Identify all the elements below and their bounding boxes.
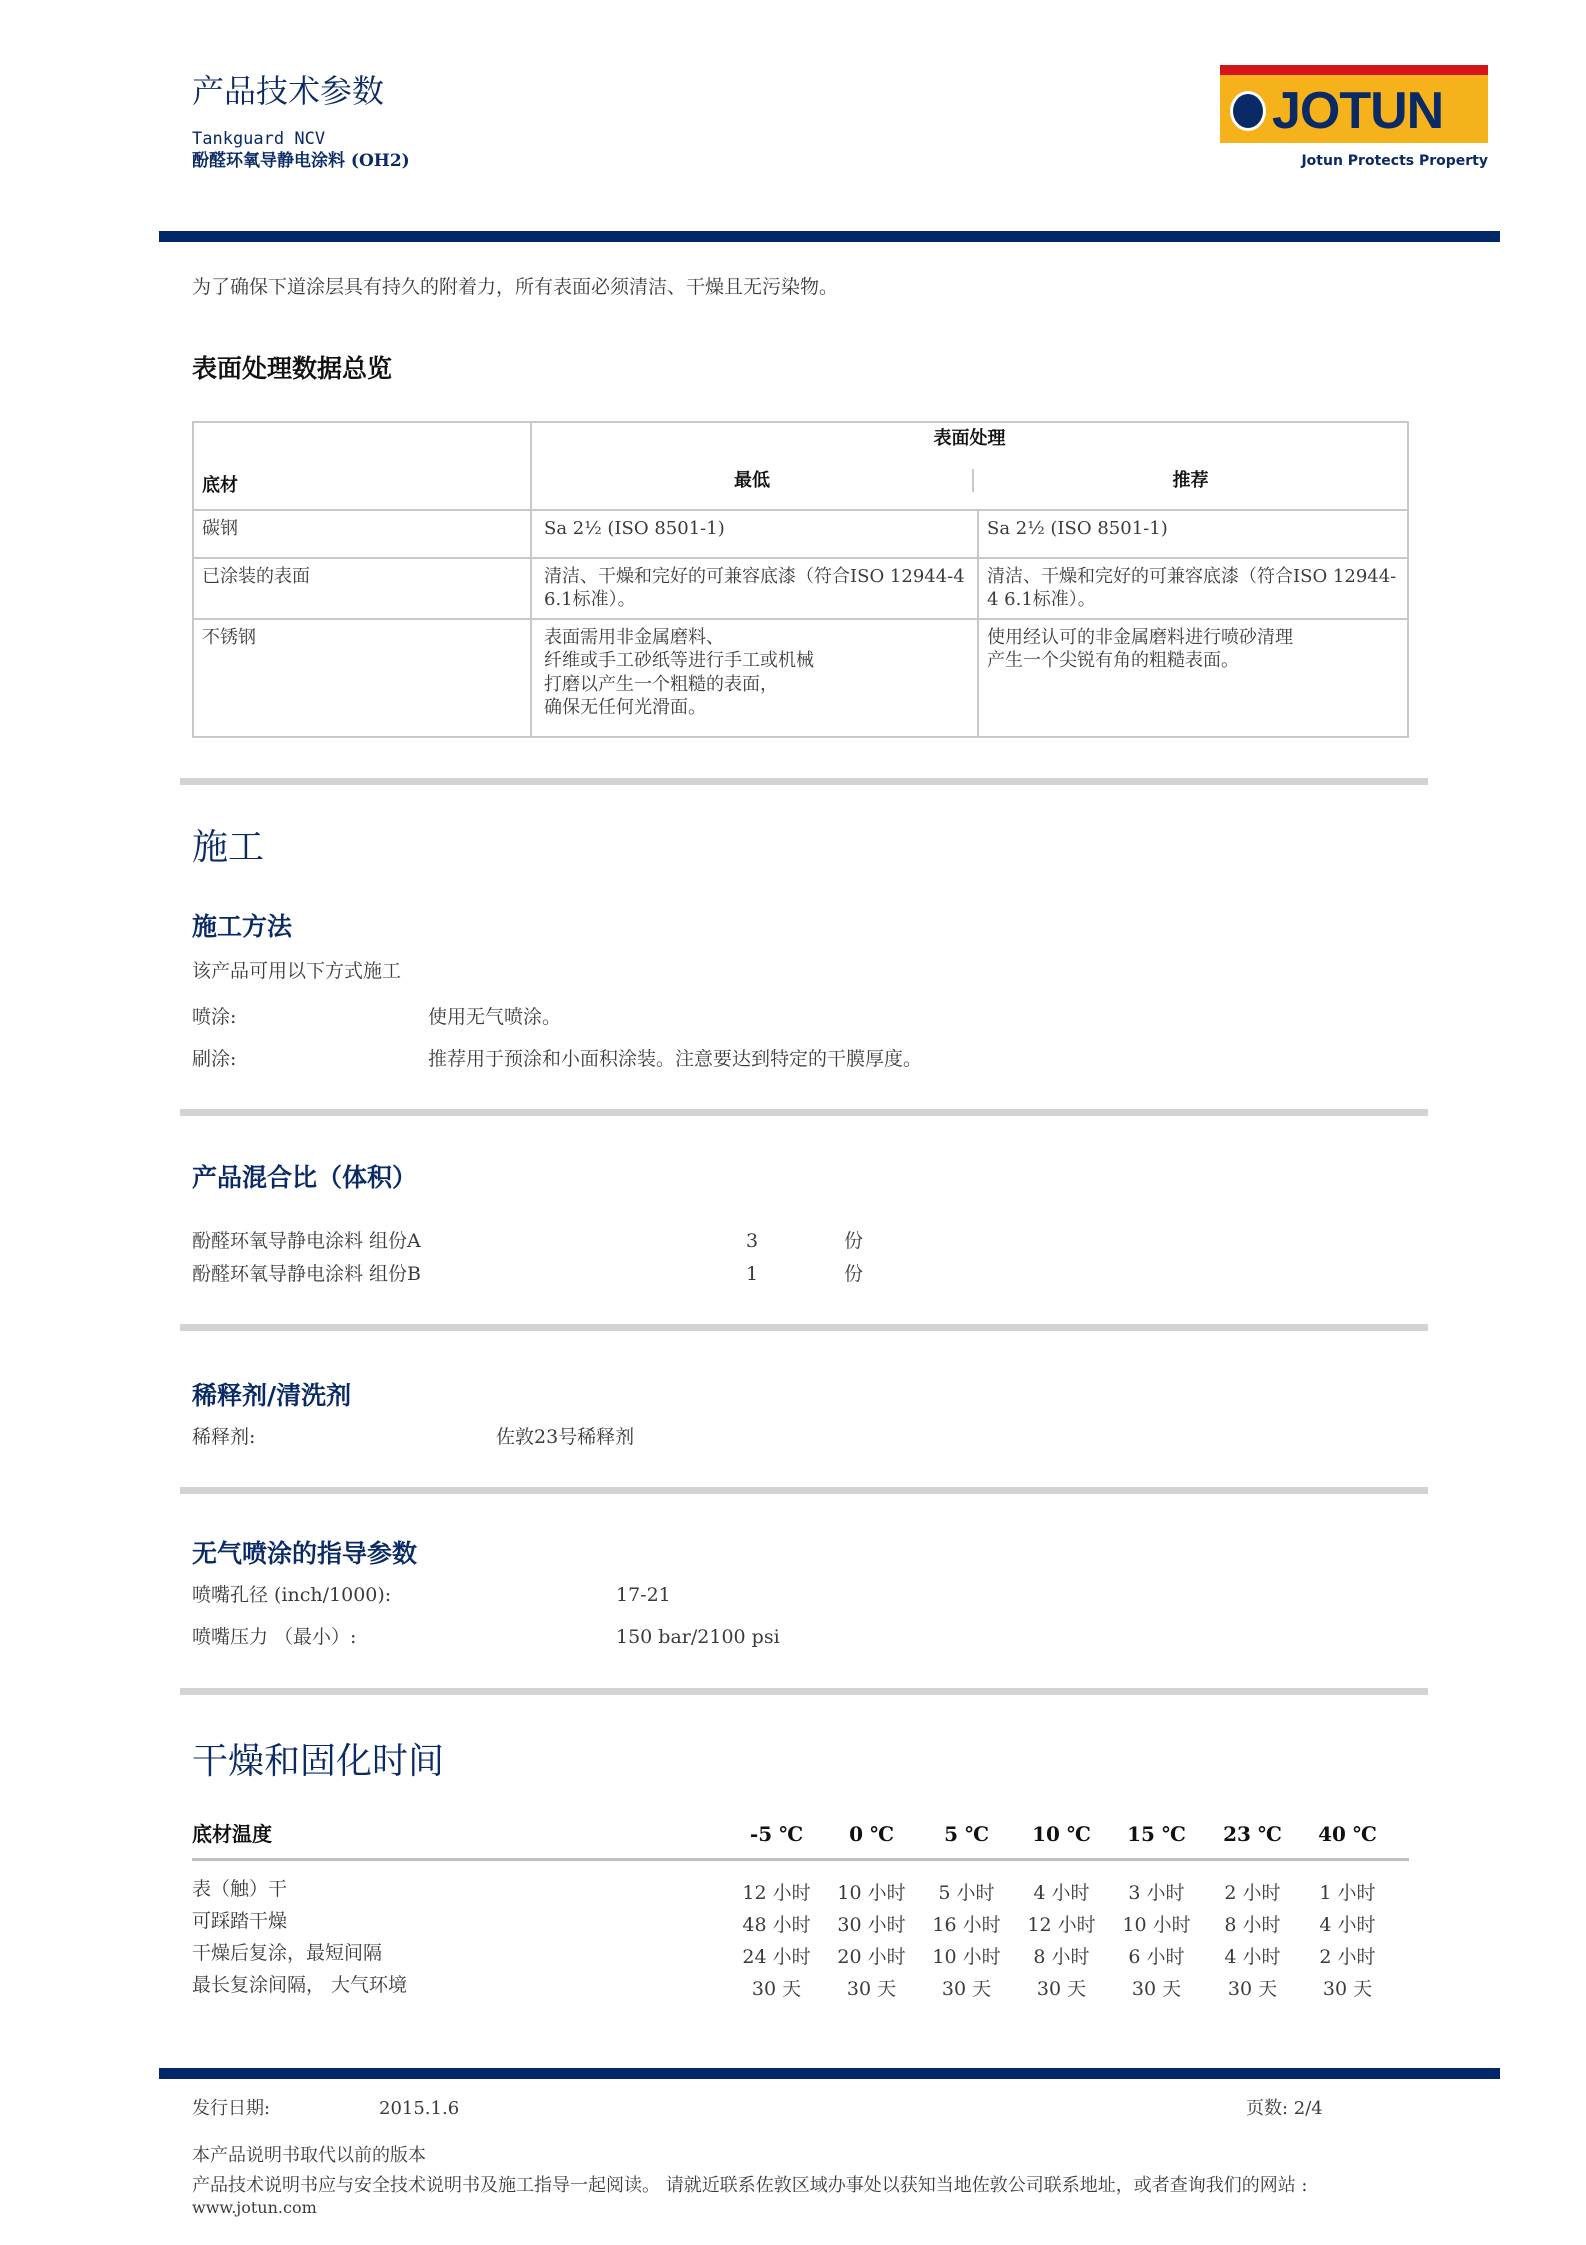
logo-text: JOTUN: [1272, 82, 1444, 140]
method-label: 喷涂:: [192, 1006, 237, 1028]
website-link[interactable]: www.jotun.com: [192, 2198, 317, 2217]
cell-substrate: 不锈钢: [193, 619, 531, 737]
issue-label: 发行日期:: [192, 2098, 271, 2119]
surface-table: [192, 421, 1409, 738]
cell-substrate: 已涂装的表面: [193, 558, 531, 619]
drying-cell: 30 天: [1036, 1978, 1087, 2000]
method-value: 使用无气喷涂。: [428, 1006, 562, 1028]
col-min: 最低: [734, 470, 770, 491]
temp-col-header: -5 ℃: [749, 1822, 804, 1846]
surface-title: 表面处理数据总览: [192, 354, 393, 383]
airless-value: 17-21: [616, 1584, 671, 1606]
drying-cell: 6 小时: [1128, 1946, 1185, 1968]
drying-cell: 5 小时: [938, 1882, 995, 1904]
airless-value: 150 bar/2100 psi: [616, 1626, 780, 1648]
divider: [180, 1688, 1428, 1695]
method-title: 施工方法: [192, 912, 293, 941]
drying-cell: 30 天: [1322, 1978, 1373, 2000]
drying-cell: 30 天: [941, 1978, 992, 2000]
mix-qty: 1: [746, 1263, 759, 1285]
method-label: 刷涂:: [192, 1048, 237, 1070]
product-name: Tankguard NCV: [192, 129, 326, 149]
drying-cell: 4 小时: [1319, 1914, 1376, 1936]
drying-cell: 30 天: [846, 1978, 897, 2000]
drying-cell: 10 小时: [932, 1946, 1001, 1968]
drying-cell: 30 天: [1227, 1978, 1278, 2000]
drying-cell: 30 天: [1131, 1978, 1182, 2000]
drying-cell: 12 小时: [742, 1882, 811, 1904]
cell-rec: 使用经认可的非金属磨料进行喷砂清理 产生一个尖锐有角的粗糙表面。: [978, 619, 1408, 737]
temp-col-header: 40 ℃: [1318, 1822, 1377, 1846]
temp-col-header: 0 ℃: [849, 1822, 894, 1846]
application-title: 施工: [192, 827, 265, 868]
method-value: 推荐用于预涂和小面积涂装。注意要达到特定的干膜厚度。: [428, 1048, 923, 1070]
drying-row-label: 最长复涂间隔， 大气环境: [192, 1974, 408, 1996]
drying-cell: 8 小时: [1033, 1946, 1090, 1968]
mix-qty: 3: [746, 1230, 759, 1252]
temp-col-header: 5 ℃: [944, 1822, 989, 1846]
drying-cell: 2 小时: [1319, 1946, 1376, 1968]
mix-unit: 份: [844, 1263, 864, 1285]
drying-cell: 48 小时: [742, 1914, 811, 1936]
drying-title: 干燥和固化时间: [192, 1741, 445, 1782]
drying-cell: 16 小时: [932, 1914, 1001, 1936]
temp-col-header: 15 ℃: [1127, 1822, 1186, 1846]
drying-row-label: 干燥后复涂，最短间隔: [192, 1942, 383, 1964]
mix-unit: 份: [844, 1230, 864, 1252]
cell-min: 表面需用非金属磨料、 纤维或手工砂纸等进行手工或机械 打磨以产生一个粗糙的表面， 确保无任何光滑面。: [531, 619, 978, 737]
thinner-label: 稀释剂:: [192, 1426, 256, 1448]
cell-rec: 清洁、干燥和完好的可兼容底漆（符合ISO 12944-4 6.1标准）。: [978, 558, 1408, 619]
cell-min: Sa 2½ (ISO 8501-1): [531, 510, 978, 558]
method-intro: 该产品可用以下方式施工: [192, 960, 402, 982]
drying-cell: 30 天: [751, 1978, 802, 2000]
airless-label: 喷嘴孔径 (inch/1000):: [192, 1584, 392, 1606]
table-row: [193, 558, 1408, 619]
divider: [180, 1109, 1428, 1116]
cell-rec: Sa 2½ (ISO 8501-1): [978, 510, 1408, 558]
thinner-value: 佐敦23号稀释剂: [496, 1426, 635, 1448]
temp-col-header: 10 ℃: [1032, 1822, 1091, 1846]
cell-min: 清洁、干燥和完好的可兼容底漆（符合ISO 12944-4 6.1标准）。: [531, 558, 978, 619]
drying-cell: 30 小时: [837, 1914, 906, 1936]
drying-cell: 24 小时: [742, 1946, 811, 1968]
mix-name: 酚醛环氧导静电涂料 组份B: [192, 1263, 422, 1285]
footer-note: 产品技术说明书应与安全技术说明书及施工指导一起阅读。 请就近联系佐敦区域办事处以获知当地佐敦公司联系地址，或者查询我们的网站 :: [192, 2175, 1308, 2196]
header-rule: [159, 231, 1500, 242]
drying-row-label: 可踩踏干燥: [192, 1910, 288, 1932]
intro-text: 为了确保下道涂层具有持久的附着力，所有表面必须清洁、干燥且无污染物。: [192, 276, 839, 298]
globe-icon: [1230, 91, 1266, 131]
drying-cell: 10 小时: [1122, 1914, 1191, 1936]
drying-cell: 4 小时: [1033, 1882, 1090, 1904]
airless-label: 喷嘴压力 （最小）:: [192, 1626, 357, 1648]
logo-tagline: Jotun Protects Property: [1301, 153, 1488, 169]
doc-title: 产品技术参数: [192, 72, 385, 110]
table-row: [193, 619, 1408, 737]
page-number: 页数: 2/4: [1246, 2098, 1323, 2119]
drying-cell: 2 小时: [1224, 1882, 1281, 1904]
mix-title: 产品混合比（体积）: [192, 1163, 418, 1192]
divider: [180, 1324, 1428, 1331]
drying-cell: 1 小时: [1319, 1882, 1376, 1904]
airless-title: 无气喷涂的指导参数: [192, 1539, 418, 1568]
divider: [180, 778, 1428, 785]
col-substrate: 底材: [193, 422, 531, 510]
supersede-note: 本产品说明书取代以前的版本: [192, 2145, 426, 2166]
footer-rule: [159, 2068, 1500, 2079]
thinner-title: 稀释剂/清洗剂: [192, 1381, 352, 1410]
drying-header-label: 底材温度: [192, 1822, 272, 1846]
jotun-logo: [1220, 65, 1488, 169]
drying-cell: 3 小时: [1128, 1882, 1185, 1904]
drying-row-label: 表（触）干: [192, 1878, 288, 1900]
mix-name: 酚醛环氧导静电涂料 组份A: [192, 1230, 421, 1252]
drying-cell: 8 小时: [1224, 1914, 1281, 1936]
temp-col-header: 23 ℃: [1223, 1822, 1282, 1846]
drying-cell: 20 小时: [837, 1946, 906, 1968]
issue-date: 2015.1.6: [379, 2098, 460, 2119]
group-header: 表面处理: [933, 428, 1006, 449]
drying-cell: 4 小时: [1224, 1946, 1281, 1968]
cell-substrate: 碳钢: [193, 510, 531, 558]
table-row: [193, 510, 1408, 558]
divider: [180, 1487, 1428, 1494]
drying-cell: 12 小时: [1027, 1914, 1096, 1936]
drying-header-rule: [192, 1858, 1409, 1861]
drying-cell: 10 小时: [837, 1882, 906, 1904]
col-rec: 推荐: [972, 469, 1407, 492]
product-desc: 酚醛环氧导静电涂料 (OH2): [192, 151, 410, 171]
